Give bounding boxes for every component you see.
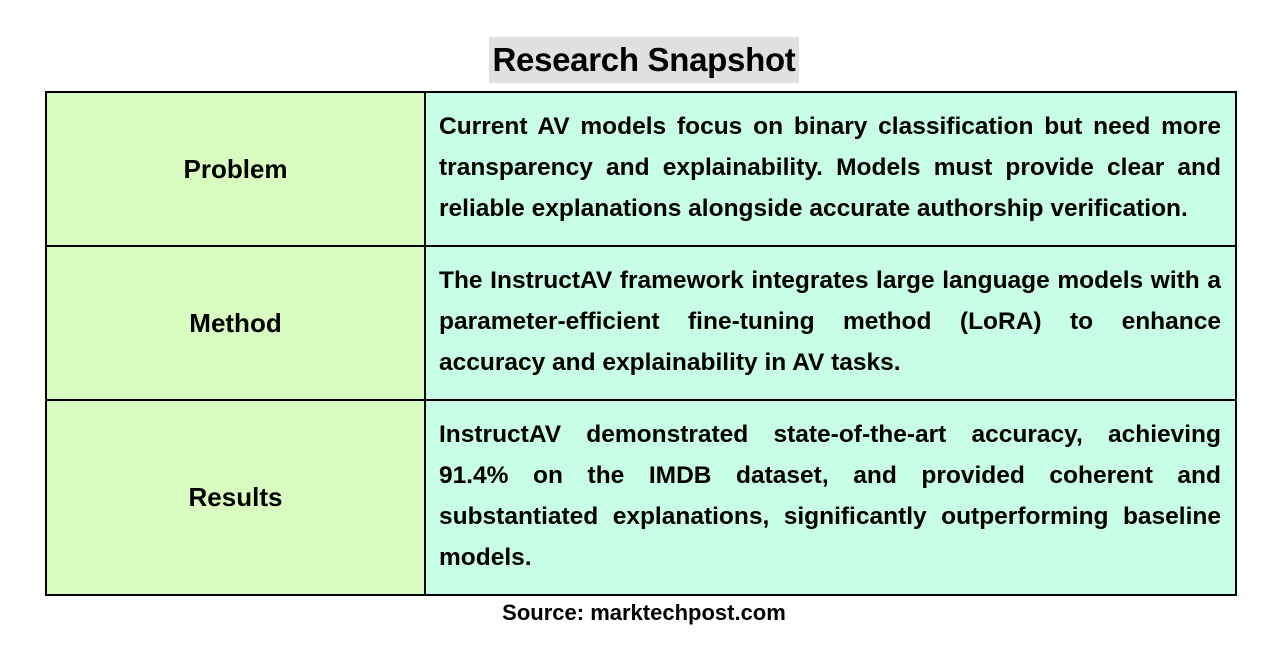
page-title: Research Snapshot bbox=[489, 37, 798, 83]
snapshot-table bbox=[45, 91, 1237, 596]
row-text-method: The InstructAV framework integrates large language models with a parameter-efficient fine-tuning method (LoRA) to enhance accuracy and explainability in AV tasks. bbox=[425, 246, 1236, 400]
row-label-results: Results bbox=[46, 400, 425, 595]
table-row-method bbox=[46, 246, 1236, 400]
table-row-results bbox=[46, 400, 1236, 595]
title-wrapper bbox=[0, 37, 1288, 83]
row-label-problem: Problem bbox=[46, 92, 425, 246]
row-text-results: InstructAV demonstrated state-of-the-art accuracy, achieving 91.4% on the IMDB dataset, and provided coherent and substantiated explanations, significantly outperforming baseline models. bbox=[425, 400, 1236, 595]
row-text-problem: Current AV models focus on binary classification but need more transparency and explainability. Models must provide clear and reliable explanations alongside accurate authorship verification. bbox=[425, 92, 1236, 246]
source-credit: Source: marktechpost.com bbox=[502, 600, 786, 625]
table-row-problem bbox=[46, 92, 1236, 246]
row-label-method: Method bbox=[46, 246, 425, 400]
